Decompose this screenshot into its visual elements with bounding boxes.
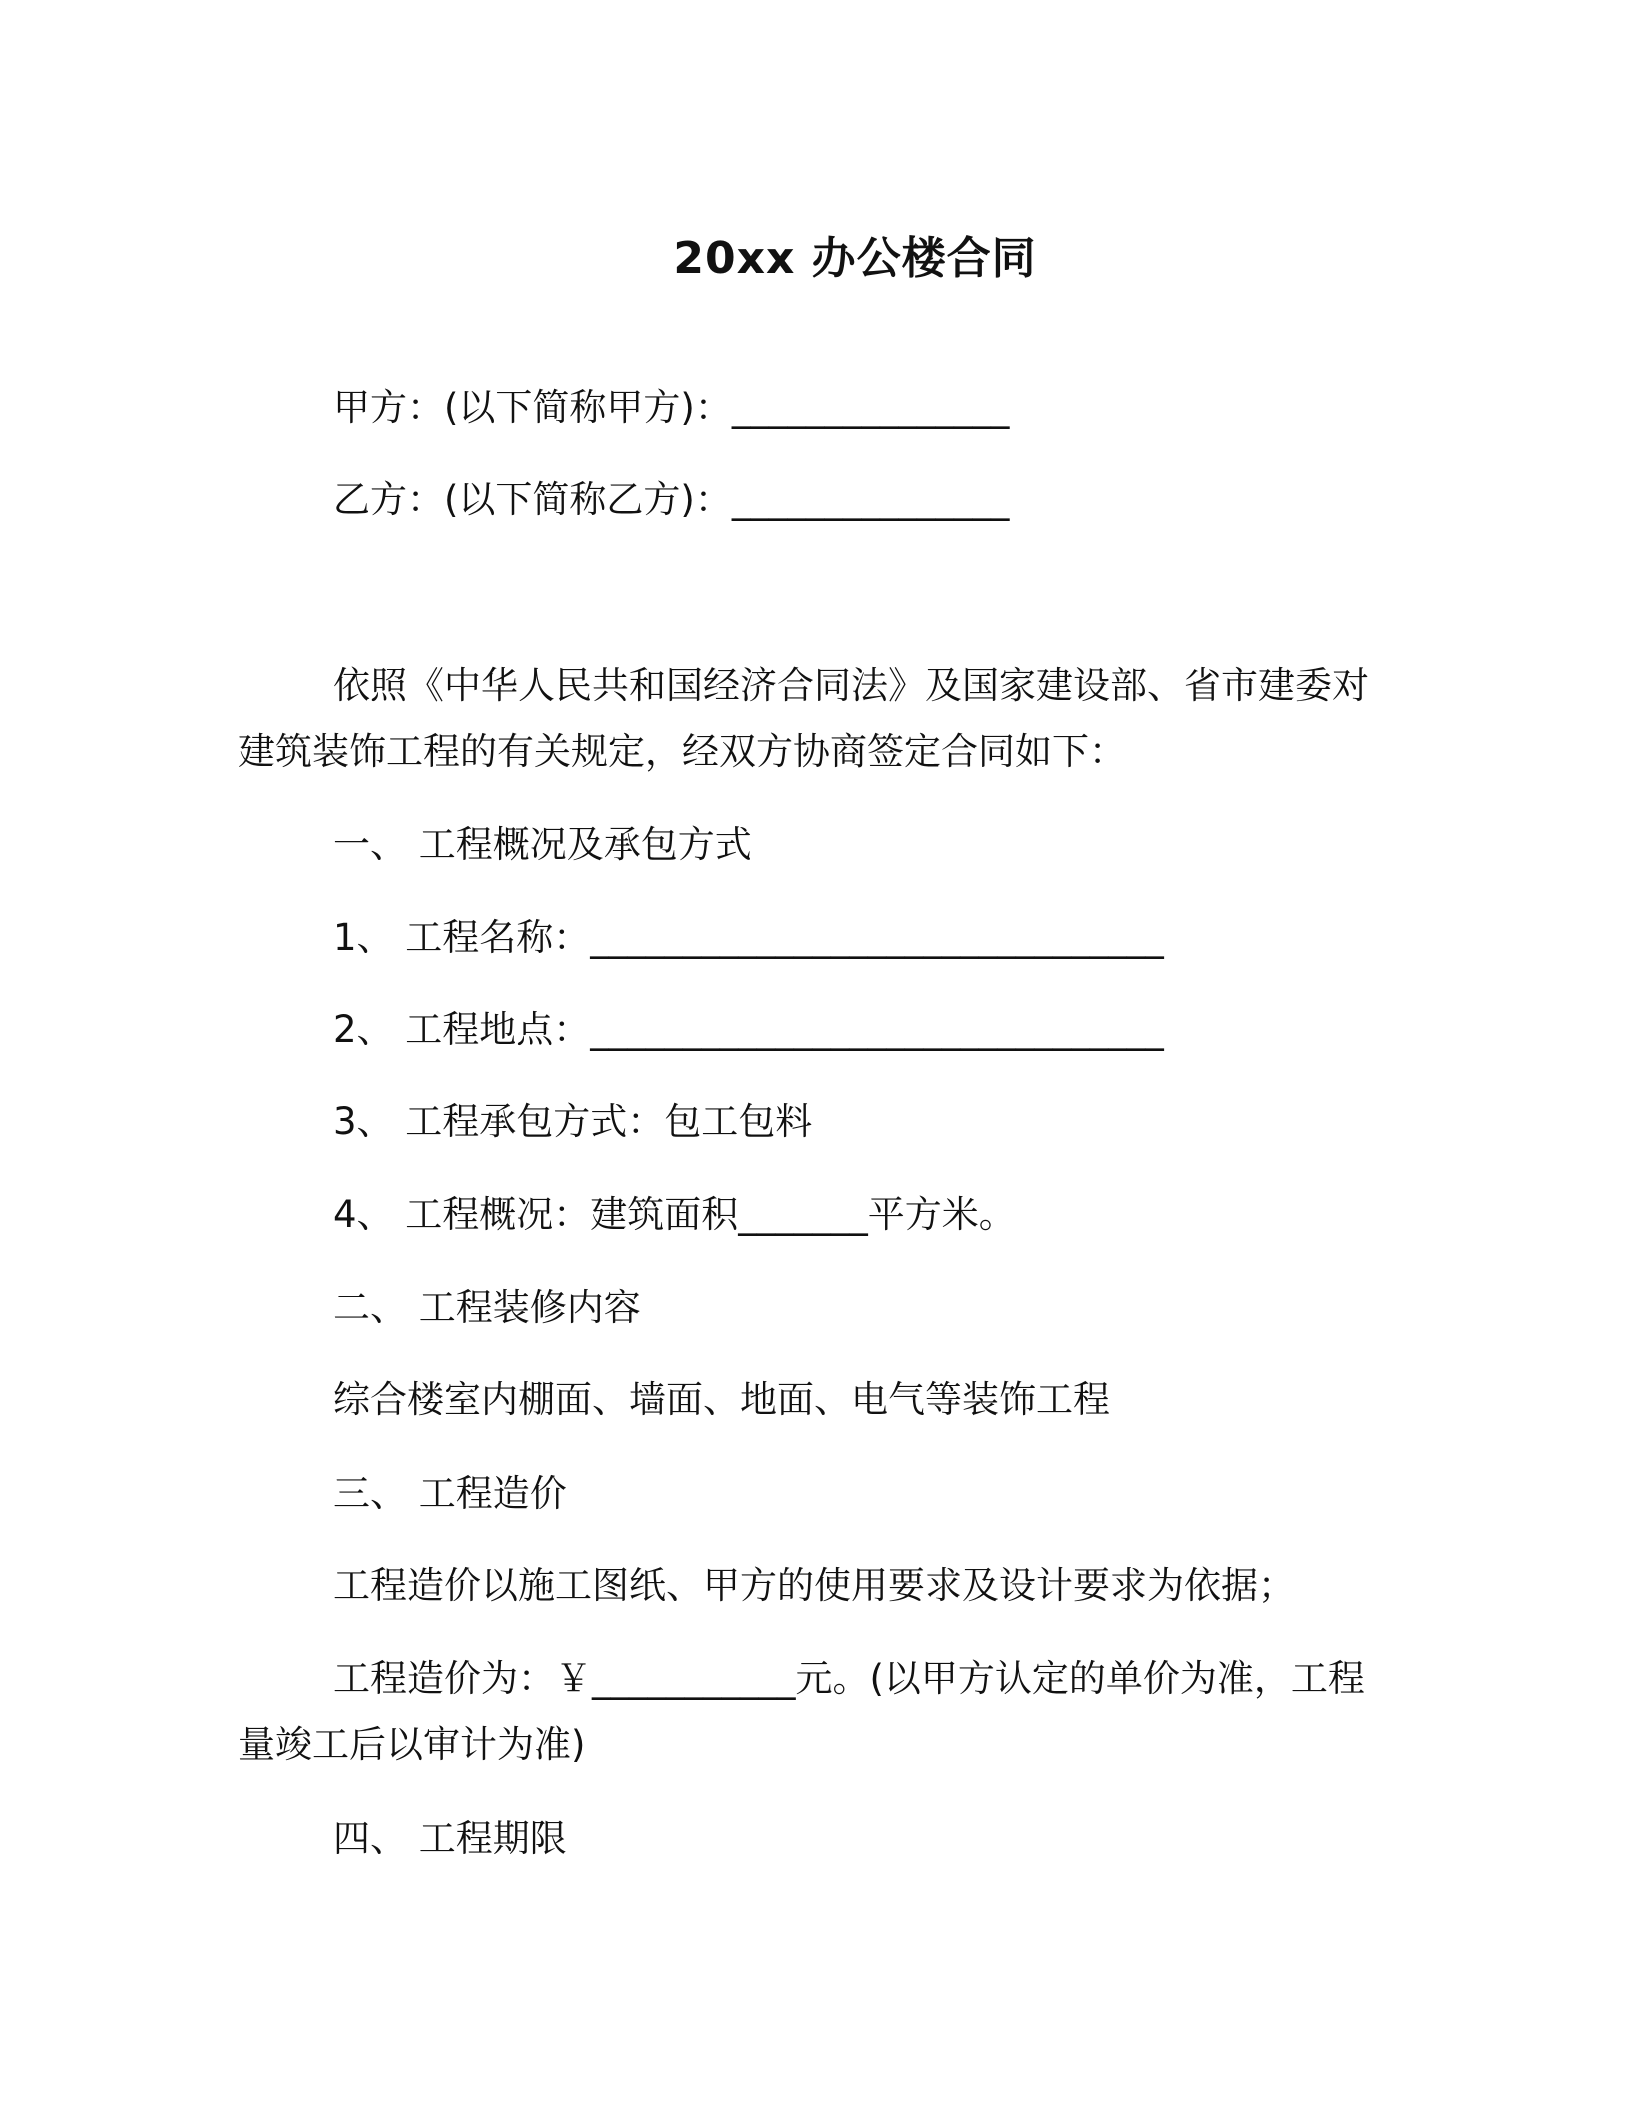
section-2-text: 综合楼室内棚面、墙面、地面、电气等装饰工程 [333,1378,1110,1421]
item-2-project-location: 2、 工程地点：_______________________________ [333,1008,1164,1051]
item-4-project-overview: 4、 工程概况：建筑面积_______平方米。 [333,1193,1016,1236]
intro-line-1: 依照《中华人民共和国经济合同法》及国家建设部、省市建委对 [333,664,1369,707]
item-3-contract-method: 3、 工程承包方式：包工包料 [333,1100,813,1143]
section-1-heading: 一、 工程概况及承包方式 [333,823,752,866]
section-2-heading: 二、 工程装修内容 [333,1286,641,1329]
document-title: 20xx 办公楼合同 [673,233,1037,284]
section-3-heading: 三、 工程造价 [333,1472,567,1515]
item-1-project-name: 1、 工程名称：_______________________________ [333,916,1164,959]
party-a-line: 甲方：(以下简称甲方)：_______________ [333,386,1010,429]
price-line-2: 量竣工后以审计为准) [238,1723,586,1766]
section-3-text: 工程造价以施工图纸、甲方的使用要求及设计要求为依据； [333,1564,1295,1607]
price-line-1: 工程造价为：￥___________元。(以甲方认定的单价为准，工程 [333,1657,1365,1700]
section-4-heading: 四、 工程期限 [333,1817,567,1860]
party-b-line: 乙方：(以下简称乙方)：_______________ [333,478,1010,521]
intro-line-2: 建筑装饰工程的有关规定，经双方协商签定合同如下： [238,730,1126,773]
